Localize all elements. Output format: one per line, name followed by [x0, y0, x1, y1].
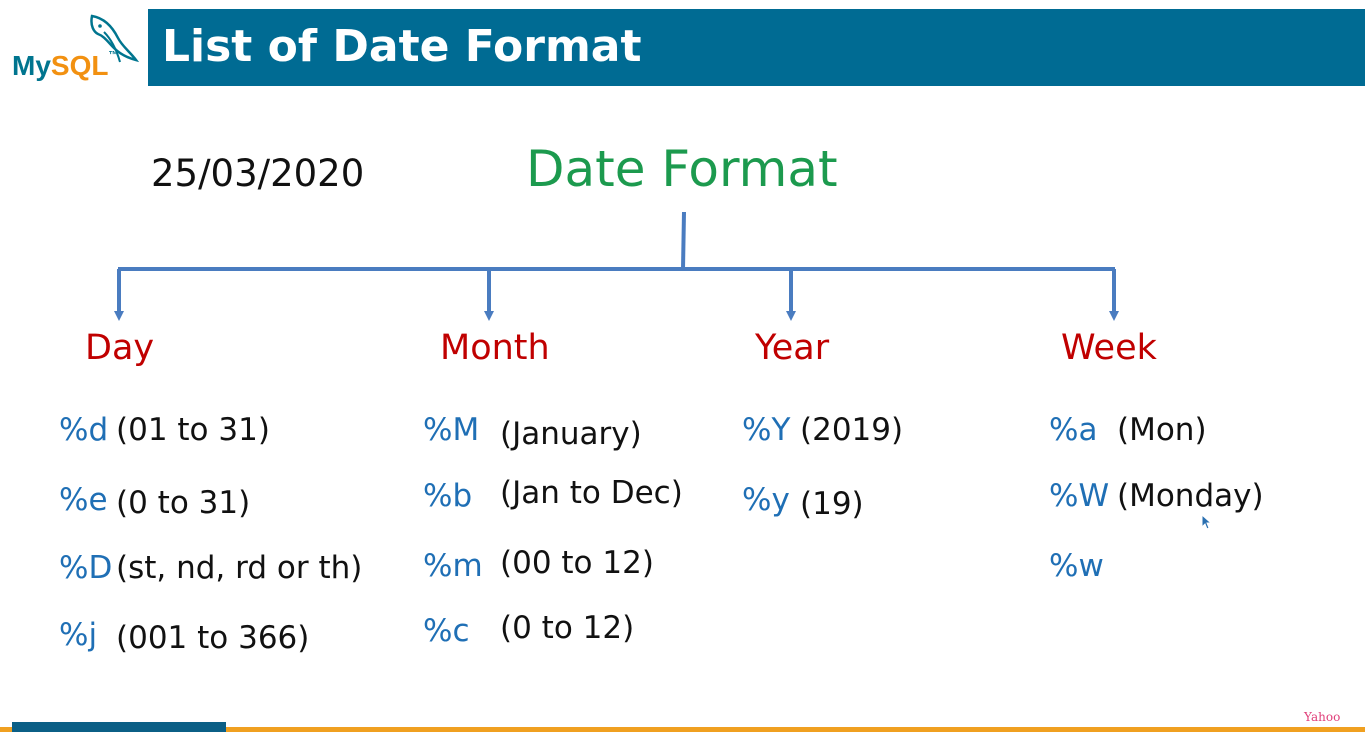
date-format-root: Date Format [526, 140, 838, 198]
format-desc: (01 to 31) [116, 412, 270, 448]
format-desc: (st, nd, rd or th) [116, 550, 363, 586]
heading-day: Day [85, 328, 155, 368]
day-format-row [59, 617, 310, 656]
format-desc: (0 to 31) [116, 485, 251, 521]
logo-sql: SQL [50, 50, 109, 81]
format-code: %e [59, 482, 108, 518]
format-code: %D [59, 550, 113, 586]
month-format-row [423, 475, 683, 514]
watermark: Yahoo [1304, 710, 1341, 724]
day-format-row [59, 412, 270, 448]
format-code: %a [1049, 412, 1098, 448]
week-format-row [1049, 478, 1264, 514]
footer-tab [12, 722, 226, 732]
root-stem [683, 212, 684, 269]
year-format-row [742, 412, 904, 448]
format-code: %b [423, 478, 473, 514]
format-code: %j [59, 617, 98, 653]
format-desc: (2019) [800, 412, 904, 448]
month-format-row [423, 545, 654, 584]
format-code: %Y [742, 412, 791, 448]
format-code: %m [423, 548, 483, 584]
heading-month: Month [440, 328, 550, 368]
page-title: List of Date Format [162, 21, 642, 72]
format-code: %w [1049, 548, 1104, 584]
format-desc: (19) [800, 486, 864, 522]
day-format-row [59, 550, 363, 586]
format-desc: (Mon) [1117, 412, 1207, 448]
format-code: %M [423, 412, 480, 448]
format-desc: (Jan to Dec) [500, 475, 683, 511]
format-code: %W [1049, 478, 1110, 514]
format-desc: (Monday) [1117, 478, 1264, 514]
format-code: %d [59, 412, 109, 448]
day-format-row [59, 482, 251, 521]
logo-my: My [12, 50, 51, 81]
sample-date: 25/03/2020 [151, 152, 365, 195]
week-format-row [1049, 412, 1207, 448]
format-code: %c [423, 613, 470, 649]
logo-trademark: ™ [108, 50, 119, 61]
heading-year: Year [755, 328, 830, 368]
format-desc: (00 to 12) [500, 545, 654, 581]
format-desc: (0 to 12) [500, 610, 635, 646]
heading-week: Week [1061, 328, 1157, 368]
format-desc: (January) [500, 416, 642, 452]
mouse-cursor-icon [1201, 514, 1213, 530]
week-format-row [1049, 548, 1104, 584]
year-format-row [742, 482, 864, 522]
format-code: %y [742, 482, 790, 518]
month-format-row [423, 412, 642, 452]
format-desc: (001 to 366) [116, 620, 310, 656]
month-format-row [423, 610, 635, 649]
